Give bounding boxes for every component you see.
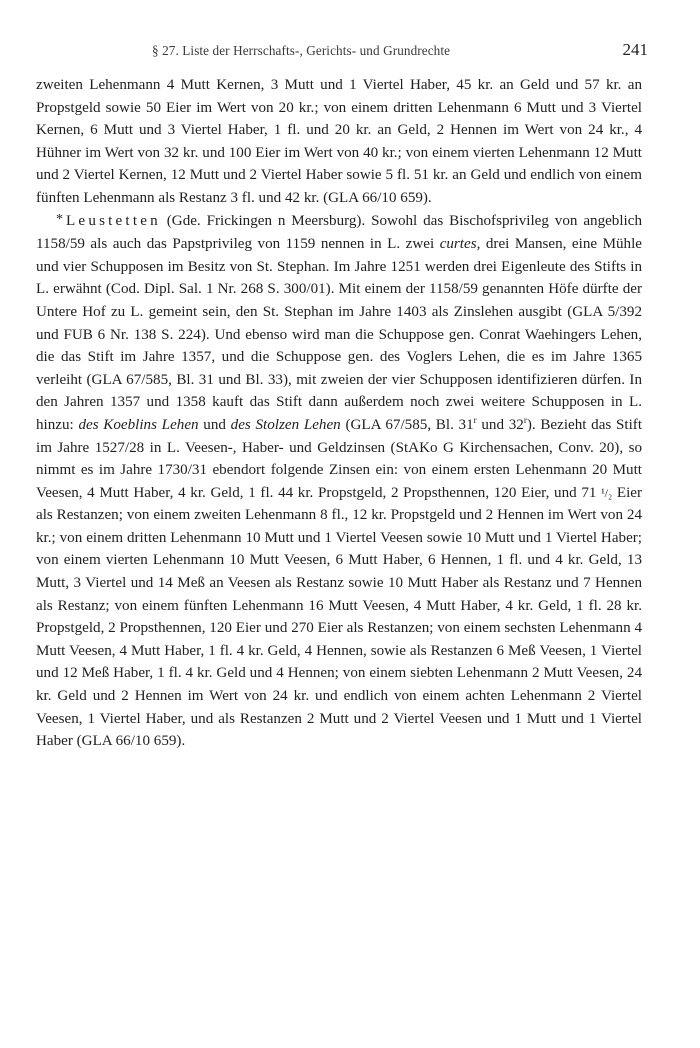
body-text — [36, 74, 642, 753]
page-header — [34, 40, 648, 66]
fraction: ¹/₂ — [601, 485, 613, 500]
text-segment: (GLA 67/585, Bl. 31 — [340, 416, 474, 433]
text-segment: (Gde. Frickingen n Meersburg). Sowohl das Bischofsprivileg von angeblich 1158/59 als auch das Papstprivileg von 1159 nennen in L. zwei — [36, 212, 642, 253]
paragraph-continuation: zweiten Lehenmann 4 Mutt Kernen, 3 Mutt und 1 Viertel Haber, 45 kr. an Geld und 57 kr. an Propstgeld sowie 50 Eier im Wert von 20 kr.; von einem dritten Lehenmann 6 Mutt und 3 Viertel Kernen, 6 Mutt und 3 Viertel Haber, 1 fl. und 20 kr. an Geld, 2 Hennen im Wert von 24 kr., 4 Hühner im Wert von 32 kr. und 100 Eier im Wert von 40 kr.; von einem vierten Lehenmann 12 Mutt und 2 Viertel Kernen, 12 Mutt und 2 Viertel Haber sowie 5 fl. 51 kr. an Geld und endlich von einem fünften Lehenmann als Restanz 3 fl. und 42 kr. (GLA 66/10 659). — [36, 77, 642, 206]
asterisk-mark: * — [56, 211, 63, 227]
paragraph-leustetten — [36, 210, 642, 753]
running-head: § 27. Liste der Herrschafts-, Gerichts- und Grundrechte — [152, 43, 451, 58]
page-number: 241 — [622, 40, 648, 59]
text-segment: drei Mansen, eine Mühle und vier Schupposen im Besitz von St. Stephan. Im Jahre 1251 werden drei Eigenleute des Stifts in L. erwähnt (Cod. Dipl. Sal. 1 Nr. 268 S. 300/01). Mit einem der 1158/59 genannten Höfe dürfte der Untere Hof zu L. gemeint sein, den St. Stephan im Jahre 1403 als Zinslehen ausgibt (GLA 5/392 und FUB 6 Nr. 138 S. 224). Und ebenso wird man die Schuppose gen. Conrat Waehingers Lehen, die das Stift im Jahre 1357, und die Schuppose gen. des Voglers Lehen, die es im Jahre 1365 verleiht (GLA 67/585, Bl. 31 und Bl. 33), mit zweien der vier Schupposen identifizieren dürfen. In den Jahren 1357 und 1358 kauft das Stift dann außerdem noch zwei weitere Schupposen in L. hinzu: — [36, 236, 642, 433]
text-segment: und — [198, 416, 231, 433]
italic-term: des Stolzen Lehen — [230, 416, 341, 433]
italic-term: des Koeblins Lehen — [78, 416, 199, 433]
text-segment: Eier als Restanzen; von einem zweiten Lehenmann 8 fl., 12 kr. Propstgeld und 2 Hennen im Wert von 24 kr.; von einem dritten Lehenmann 10 Mutt und 1 Viertel Veesen sowie 10 Mutt und 1 Viertel Haber; von einem vierten Lehenmann 10 Mutt Veesen, 6 Mutt Haber, 6 Hennen, 1 fl. und 4 kr. Geld, 13 Mutt, 3 Viertel und 14 Meß an Veesen als Restanz sowie 10 Mutt Haber als Restanz und 7 Hennen als Restanz; von einem fünften Lehenmann 16 Mutt Veesen, 4 Mutt Haber, 4 kr. Geld, 1 fl. 28 kr. Propstgeld, 2 Propsthennen, 120 Eier und 270 Eier als Restanzen; von einem sechsten Lehenmann 4 Mutt Veesen, 4 Mutt Haber, 1 fl. 4 kr. Geld, 4 Hennen, sowie als Restanzen 6 Meß Veesen, 1 Viertel und 12 Meß Haber, 1 fl. 4 kr. Geld und 4 Hennen; von einem siebten Lehenmann 2 Mutt Veesen, 24 kr. Geld und 2 Hennen im Wert von 24 kr. und endlich von einem achten Lehenmann 2 Viertel Veesen, 1 Viertel Haber, und als Restanzen 2 Mutt und 2 Viertel Veesen und 1 Mutt und 1 Viertel Haber (GLA 66/10 659). — [36, 484, 642, 750]
text-segment: ). Bezieht das Stift im Jahre 1527/28 in L. Veesen-, Haber- und Geldzinsen (StAKo G Kirchensachen, Conv. 20), so nimmt es im Jahre 1730/31 ebendort folgende Zinsen ein: von einem ersten Lehenmann 20 Mutt Veesen, 4 Mutt Haber, 4 kr. Geld, 1 fl. 44 kr. Propstgeld, 2 Propsthennen, 120 Eier, und 71 — [36, 416, 643, 501]
italic-term: curtes, — [439, 236, 481, 253]
superscript: r — [473, 414, 477, 425]
place-name: Leustetten — [66, 212, 161, 229]
superscript: r — [523, 414, 527, 425]
text-segment: und 32 — [476, 416, 524, 433]
